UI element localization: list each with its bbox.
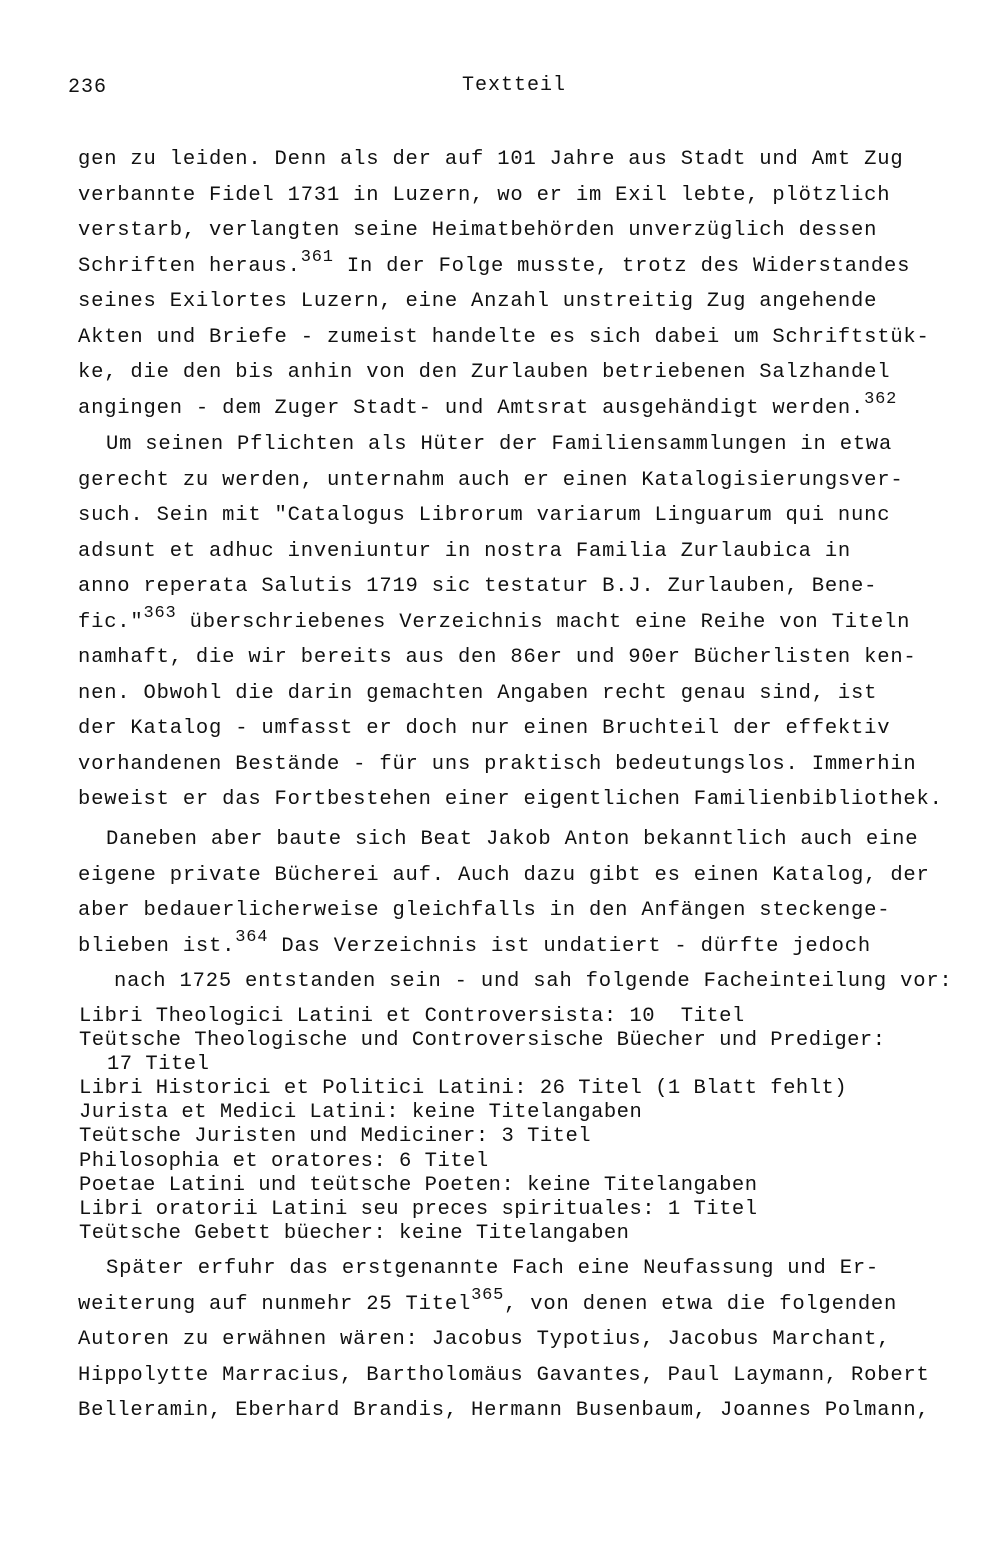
paragraph-1 [78, 142, 978, 426]
text-line: eigene private Bücherei auf. Auch dazu gibt es einen Katalog, der [78, 863, 930, 887]
text-line: blieben ist.$^{364}$ Das Verzeichnis ist undatiert - dürfte jedoch [78, 927, 871, 958]
list-item: Teütsche Gebett büecher: keine Titelangaben [79, 1221, 630, 1245]
list-item: Teütsche Theologische und Controversische Büecher und Prediger: [79, 1029, 886, 1053]
text-line: aber bedauerlicherweise gleichfalls in den Anfängen steckenge- [78, 899, 891, 922]
paragraph-2 [78, 427, 978, 818]
text-line: Später erfuhr das erstgenannte Fach eine Neufassung und Er- [106, 1257, 880, 1280]
text-line: verbannte Fidel 1731 in Luzern, wo er im Exil lebte, plötzlich [78, 183, 891, 207]
text-line: such. Sein mit "Catalogus Librorum variarum Linguarum qui nunc [78, 504, 891, 527]
text-line: Akten und Briefe - zumeist handelte es sich dabei um Schriftstük- [78, 325, 930, 349]
list-item: Teütsche Juristen und Mediciner: 3 Titel [79, 1125, 592, 1149]
text-line: beweist er das Fortbestehen einer eigentlichen Familienbibliothek. [78, 788, 943, 811]
footnote-ref: 365 [471, 1285, 505, 1305]
paragraph-3 [78, 822, 978, 1000]
text-line: namhaft, die wir bereits aus den 86er und 90er Bücherlisten ken- [78, 646, 917, 669]
running-title: Textteil [462, 74, 567, 97]
text-line: angingen - dem Zuger Stadt- und Amtsrat ausgehändigt werden.$^{362}$ [78, 389, 898, 420]
footnote-ref: 362 [864, 389, 898, 409]
text-line: Daneben aber baute sich Beat Jakob Anton bekanntlich auch eine [106, 828, 919, 851]
text-line: gerecht zu werden, unternahm auch er einen Katalogisierungsver- [78, 468, 904, 492]
text-line: fic."$^{363}$ überschriebenes Verzeichnis macht eine Reihe von Titeln [78, 603, 911, 634]
text-line: Belleramin, Eberhard Brandis, Hermann Busenbaum, Joannes Polmann, [78, 1399, 930, 1422]
text-line: Autoren zu erwähnen wären: Jacobus Typotius, Jacobus Marchant, [78, 1328, 891, 1351]
text-line: Schriften heraus.$^{361}$ In der Folge musste, trotz des Widerstandes [78, 247, 911, 278]
text-line: adsunt et adhuc inveniuntur in nostra Familia Zurlaubica in [78, 539, 852, 563]
list-item: Libri oratorii Latini seu preces spirituales: 1 Titel [79, 1197, 758, 1221]
list-item: Libri Theologici Latini et Controversista: 10 Titel [79, 1005, 745, 1028]
text-line: weiterung auf nunmehr 25 Titel$^{365}$, von denen etwa die folgenden [78, 1285, 898, 1316]
text-line: nach 1725 entstanden sein - und sah folgende Facheinteilung vor: [114, 970, 953, 993]
text-line: Um seinen Pflichten als Hüter der Familiensammlungen in etwa [106, 433, 893, 456]
text-line: der Katalog - umfasst er doch nur einen Bruchteil der effektiv [78, 717, 891, 740]
text-line: gen zu leiden. Denn als der auf 101 Jahre aus Stadt und Amt Zug [78, 148, 904, 171]
text-line: anno reperata Salutis 1719 sic testatur B.J. Zurlauben, Bene- [78, 575, 878, 598]
text-line: Hippolytte Marracius, Bartholomäus Gavantes, Paul Laymann, Robert [78, 1363, 930, 1387]
catalog-list [79, 1005, 979, 1246]
text-line: nen. Obwohl die darin gemachten Angaben recht genau sind, ist [78, 681, 878, 705]
text-line: ke, die den bis anhin von den Zurlauben betriebenen Salzhandel [78, 361, 891, 384]
footnote-ref: 364 [235, 927, 269, 947]
text-line: verstarb, verlangten seine Heimatbehörden unverzüglich dessen [78, 219, 878, 242]
list-item: Jurista et Medici Latini: keine Titelangaben [79, 1101, 643, 1125]
text-line: vorhandenen Bestände - für uns praktisch bedeutungslos. Immerhin [78, 752, 917, 776]
text-line: seines Exilortes Luzern, eine Anzahl unstreitig Zug angehende [78, 290, 878, 313]
paragraph-4 [78, 1251, 978, 1429]
footnote-ref: 363 [143, 603, 177, 623]
list-item: Philosophia et oratores: 6 Titel [79, 1149, 489, 1173]
list-item: Libri Historici et Politici Latini: 26 Titel (1 Blatt fehlt) [79, 1077, 848, 1101]
footnote-ref: 361 [300, 247, 334, 267]
page-number: 236 [68, 76, 108, 99]
list-item: 17 Titel [107, 1053, 210, 1077]
list-item: Poetae Latini und teütsche Poeten: keine Titelangaben [79, 1173, 758, 1197]
